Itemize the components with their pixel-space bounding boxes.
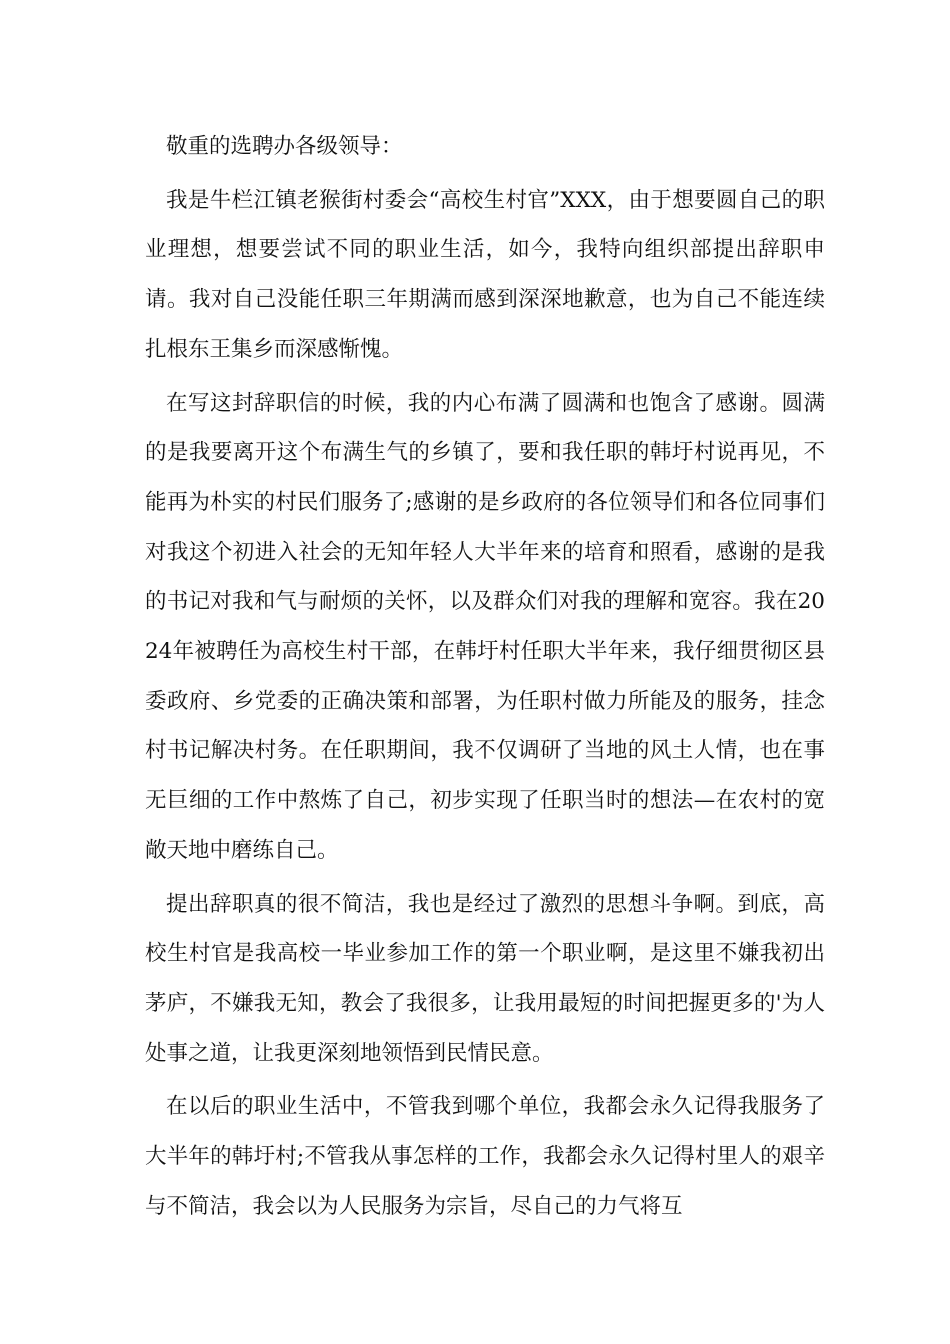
paragraph-1: 我是牛栏江镇老猴街村委会“高校生村官”XXX，由于想要圆自己的职业理想，想要尝试不同的职业生活，如今，我特向组织部提出辞职申请。我对自己没能任职三年期满而感到深深地歉意，也为自己不能连续扎根东王集乡而深感惭愧。 xyxy=(145,187,825,362)
paragraph-3: 提出辞职真的很不简洁，我也是经过了激烈的思想斗争啊。到底，高校生村官是我高校一毕业参加工作的第一个职业啊，是这里不嫌我初出茅庐，不嫌我无知，教会了我很多，让我用最短的时间把握更多的'为人处事之道，让我更深刻地领悟到民情民意。 xyxy=(145,891,825,1066)
paragraph-4: 在以后的职业生活中，不管我到哪个单位，我都会永久记得我服务了大半年的韩圩村;不管我从事怎样的工作，我都会永久记得村里人的艰辛与不简洁，我会以为人民服务为宗旨，尽自己的力气将互 xyxy=(145,1094,825,1219)
letter-body xyxy=(145,122,825,1231)
salutation: 敬重的选聘办各级领导： xyxy=(166,134,403,159)
paragraph-2: 在写这封辞职信的时候，我的内心布满了圆满和也饱含了感谢。圆满的是我要离开这个布满生气的乡镇了，要和我任职的韩圩村说再见，不能再为朴实的村民们服务了;感谢的是乡政府的各位领导们和各位同事们对我这个初进入社会的无知年轻人大半年来的培育和照看，感谢的是我的书记对我和气与耐烦的关怀，以及群众们对我的理解和宽容。我在2024年被聘任为高校生村干部，在韩圩村任职大半年来，我仔细贯彻区县委政府、乡党委的正确决策和部署，为任职村做力所能及的服务，挂念村书记解决村务。在任职期间，我不仅调研了当地的风土人情，也在事无巨细的工作中熬炼了自己，初步实现了任职当时的想法—在农村的宽敞天地中磨练自己。 xyxy=(145,390,825,863)
